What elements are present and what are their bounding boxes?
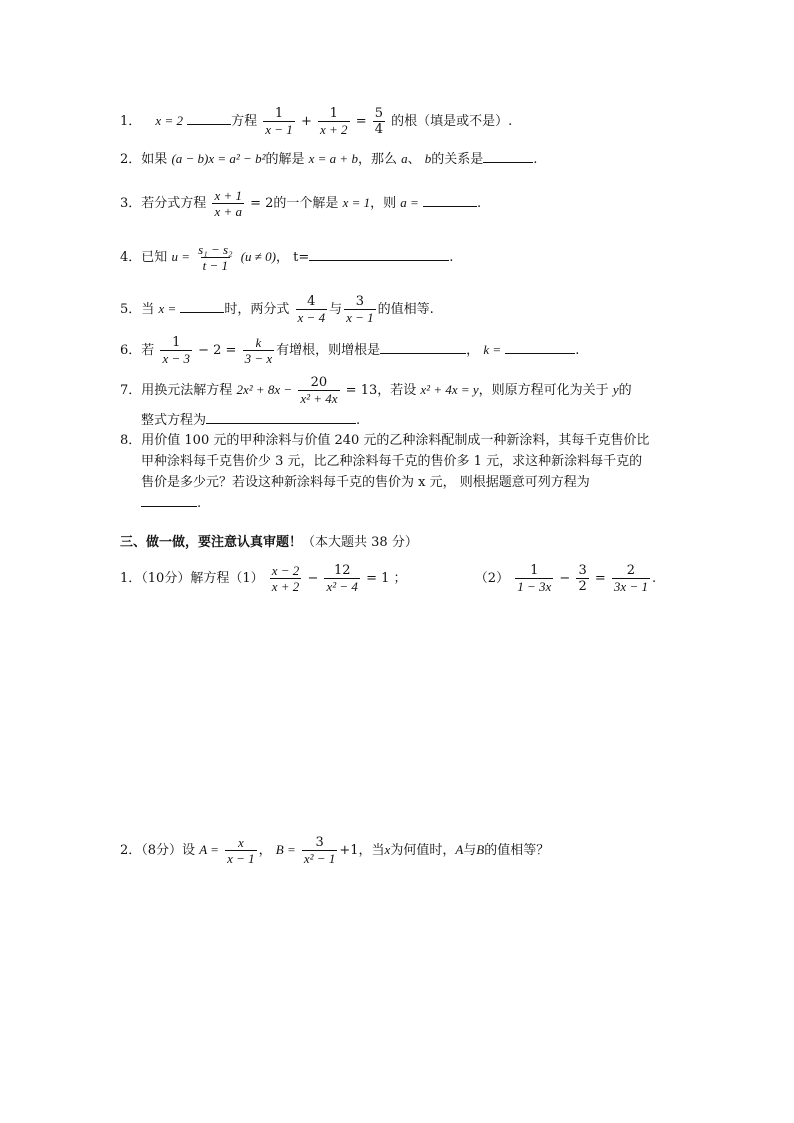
p2-fraction-A: $\frac{x}{x - 1}$: [227, 835, 255, 866]
q1-var: x = 2: [155, 113, 183, 128]
question-7: 7．用换元法解方程 2x² + 8x − $\frac{20}{\text{x² + 4x}}$ = 13，若设 x² + 4x = y，则原方程可化为关于 y的: [120, 375, 632, 406]
question-8-line-3: 售价是多少元？若设这种新涂料每千克的售价为 x 元， 则根据题意可列方程为: [141, 475, 590, 490]
q2-equation: (a − b)x = a² − b²: [171, 151, 266, 166]
q3-answer-blank[interactable]: [423, 194, 477, 207]
question-6: 6．若 $\frac{1}{x - 3}$ − 2 = $\frac{k}{3 - x}$ 有增根，则增根是 ， k = .: [120, 335, 580, 366]
p2-fraction-B: $\frac{3}{\text{x² − 1}}$: [303, 835, 336, 866]
q6-fraction-1: $\frac{1}{x - 3}$: [162, 335, 190, 366]
question-1: 1． x = 2 方程 $\frac{1}{x - 1}$ + $\frac{1}{x + 2}$ = $\frac{5}{4}$ 的根（填是或不是）.: [120, 106, 513, 137]
q5-answer-blank[interactable]: [180, 300, 224, 313]
question-3: 3．若分式方程 $\frac{x + 1}{x + a}$ = 2的一个解是 x = 1，则 a = .: [120, 188, 482, 219]
q4-answer-blank[interactable]: [309, 248, 449, 261]
q1-fraction-2: $\frac{1}{x + 2}$: [320, 106, 348, 137]
question-8-line-2: 甲种涂料每千克售价少 3 元，比乙种涂料每千克的售价多 1 元，求这种新涂料每千克的: [141, 454, 643, 469]
question-7-line-2: 整式方程为 .: [141, 413, 361, 428]
question-8-line-4: .: [141, 494, 201, 514]
question-4: 4．已知 u = $\frac{\text{s₁ − s₂}}{t - 1}$ (u ≠ 0)， t= .: [120, 242, 454, 273]
question-5: 5．当 x = 时，两分式 $\frac{4}{x - 4}$ 与 $\frac{3}{x - 1}$ 的值相等.: [120, 294, 434, 325]
section-heading: [120, 533, 418, 553]
p1-fraction-3: $\frac{1}{1 - 3x}$: [517, 563, 552, 594]
problem-2: 2．（8分）设 A = $\frac{x}{x - 1}$ ， B = $\frac{3}{\text{x² − 1}}$ +1，当x为何值时，A与B的值相等？: [120, 835, 550, 866]
section-note: （本大题共 38 分）: [302, 535, 418, 550]
q7-answer-blank[interactable]: [206, 411, 356, 424]
q6-k-blank[interactable]: [505, 341, 575, 354]
question-2: 2．如果 (a − b)x = a² − b²的解是 x = a + b，那么 a、 b的关系是 .: [120, 151, 538, 167]
p1-fraction-1: $\frac{x - 2}{x + 2}$: [271, 563, 300, 594]
p1-fraction-5: $\frac{2}{3x - 1}$: [613, 563, 648, 594]
q3-fraction: $\frac{x + 1}{x + a}$: [214, 188, 242, 219]
p1-fraction-2: $\frac{12}{\text{x² − 4}}$: [326, 563, 358, 594]
q5-fraction-1: $\frac{4}{x - 4}$: [297, 294, 326, 325]
q1-answer-blank[interactable]: [187, 112, 231, 125]
q8-answer-blank[interactable]: [141, 494, 197, 507]
q1-fraction-1: $\frac{1}{x - 1}$: [265, 106, 293, 137]
q5-fraction-2: $\frac{3}{x - 1}$: [346, 294, 374, 325]
q1-fraction-3: $\frac{5}{4}$: [374, 106, 384, 137]
q4-fraction: $\frac{\text{s₁ − s₂}}{t - 1}$: [198, 242, 233, 273]
q6-root-blank[interactable]: [380, 341, 466, 354]
q1-tail: 的根（填是或不是）.: [391, 114, 513, 129]
q1-number: 1．: [120, 114, 142, 129]
question-8: 8．用价值 100 元的甲种涂料与价值 240 元的乙种涂料配制成一种新涂料，其每千克售价比: [120, 433, 650, 448]
problem-1: 1．（10分）解方程（1） $\frac{x - 2}{x + 2}$ − $\frac{12}{\text{x² − 4}}$ = 1 ； （2） $\frac{1}{1 - 3x}$ − $\frac{3}{2}$ = $\frac{2}{3x - 1}$ .: [120, 563, 657, 594]
q1-text: 方程: [231, 114, 258, 129]
q7-fraction: $\frac{20}{\text{x² + 4x}}$: [300, 375, 338, 406]
p1-fraction-4: $\frac{3}{2}$: [578, 563, 587, 594]
q2-answer-blank[interactable]: [483, 150, 533, 163]
section-title: 三、做一做，要注意认真审题！: [120, 535, 303, 550]
q6-fraction-2: $\frac{k}{3 - x}$: [244, 335, 273, 366]
